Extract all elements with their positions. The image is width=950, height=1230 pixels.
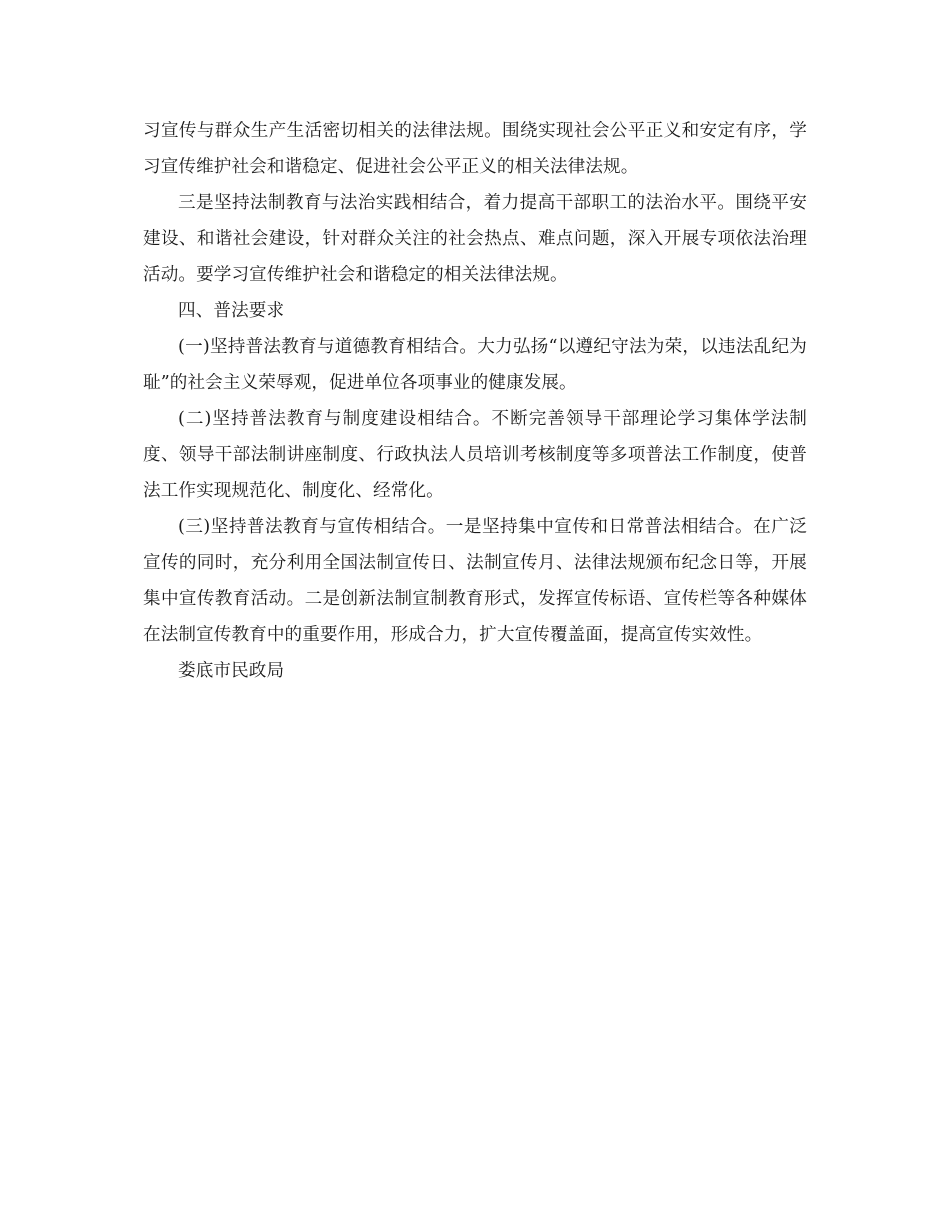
signature-organization: 娄底市民政局 (178, 661, 285, 681)
paragraph-continuation: 习宣传与群众生产生活密切相关的法律法规。围绕实现社会公平正义和安定有序，学习宣传维护社会和谐稳定、促进社会公平正义的相关法律法规。 (143, 121, 807, 177)
paragraph-requirement-3: (三)坚持普法教育与宣传相结合。一是坚持集中宣传和日常普法相结合。在广泛宣传的同时，充分利用全国法制宣传日、法制宣传月、法律法规颁布纪念日等，开展集中宣传教育活动。二是创新法制宣制教育形式，发挥宣传标语、宣传栏等各种媒体在法制宣传教育中的重要作用，形成合力，扩大宣传覆盖面，提高宣传实效性。 (143, 517, 807, 645)
document-body (143, 113, 807, 689)
section-heading-requirements: 四、普法要求 (178, 301, 285, 321)
paragraph-requirement-1: (一)坚持普法教育与道德教育相结合。大力弘扬“以遵纪守法为荣，以违法乱纪为耻”的社会主义荣辱观，促进单位各项事业的健康发展。 (143, 337, 807, 393)
paragraph-point-three: 三是坚持法制教育与法治实践相结合，着力提高干部职工的法治水平。围绕平安建设、和谐社会建设，针对群众关注的社会热点、难点问题，深入开展专项依法治理活动。要学习宣传维护社会和谐稳定的相关法律法规。 (143, 193, 807, 285)
paragraph-requirement-2: (二)坚持普法教育与制度建设相结合。不断完善领导干部理论学习集体学法制度、领导干部法制讲座制度、行政执法人员培训考核制度等多项普法工作制度，使普法工作实现规范化、制度化、经常化。 (143, 409, 807, 501)
